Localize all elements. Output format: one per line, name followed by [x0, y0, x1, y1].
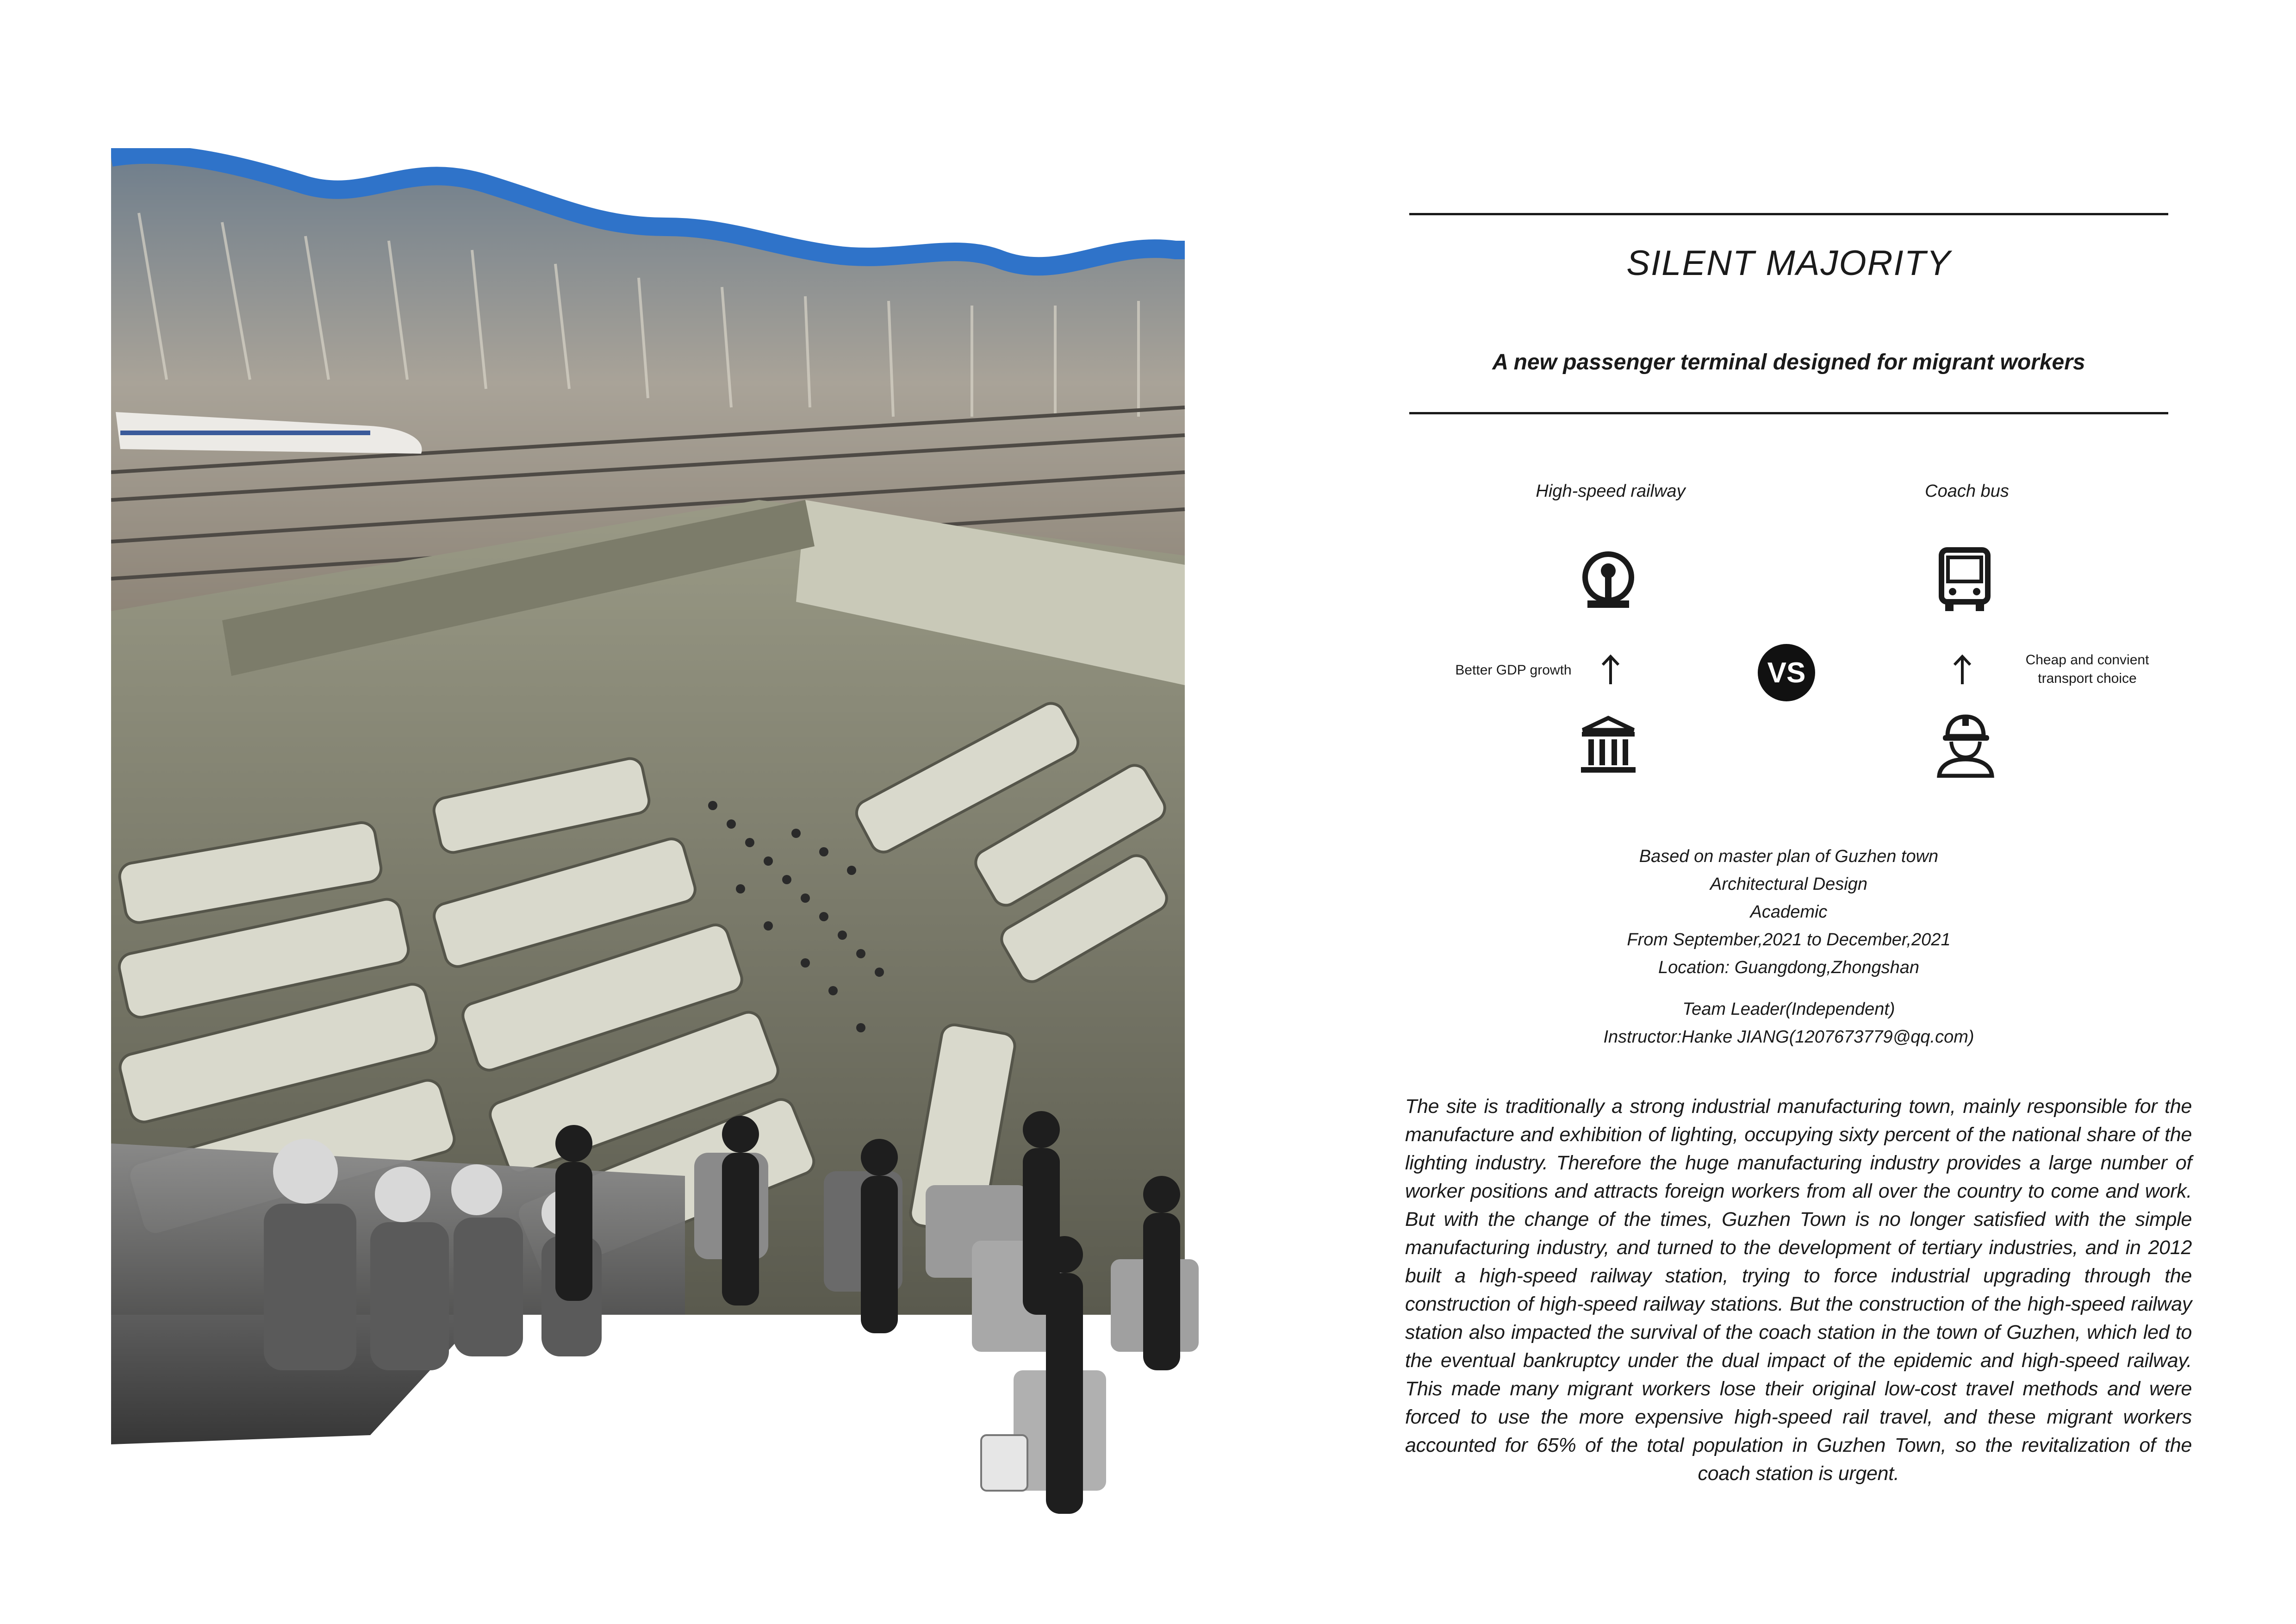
meta-discipline: Architectural Design	[1710, 874, 1868, 894]
vs-label: VS	[1767, 657, 1806, 689]
meta-team-leader: Team Leader(Independent)	[1682, 999, 1895, 1019]
right-note-transport	[2004, 651, 2171, 688]
top-rule	[1409, 213, 2168, 215]
meta-dates: From September,2021 to December,2021	[1627, 930, 1951, 949]
government-building-icon	[1578, 715, 1638, 775]
right-note-line-1: Cheap and convient	[2025, 652, 2149, 668]
meta-location: Location: Guangdong,Zhongshan	[1658, 958, 1920, 977]
page-title: SILENT MAJORITY	[1626, 244, 1951, 283]
station-collage-image	[111, 148, 1250, 1555]
arrow-up-icon	[1951, 654, 1974, 686]
left-note-gdp: Better GDP growth	[1455, 662, 1572, 678]
railway-logo-icon	[1578, 549, 1638, 611]
meta-instructor: Instructor:Hanke JIANG(1207673779@qq.com)	[1603, 1027, 1974, 1047]
worker-helmet-icon	[1935, 713, 1997, 778]
vs-badge	[1756, 643, 1817, 703]
project-description: The site is traditionally a strong industrial manufacturing town, mainly responsible for the manufacture and exhibition of lighting, occupying sixty percent of the national share of the lighting industry. Therefore the huge manufacturing industry provides a large number of worker positions and attracts foreign workers from all over the country to come and work. But with the change of the times, Guzhen Town is no longer satisfied with the simple manufacturing industry, and turned to the development of tertiary industries, and in 2012 built a high-speed railway station, trying to force industrial upgrading through the construction of high-speed railway stations. But the construction of the high-speed railway station also impacted the survival of the coach station in the town of Guzhen, which led to the eventual bankruptcy under the dual impact of the epidemic and high-speed railway. This made many migrant workers lose their original low-cost travel methods and were forced to use the more expensive high-speed rail travel, and these migrant workers accounted for 65% of the total population in Guzhen Town, so the revitalization of the coach station is urgent.	[1405, 1095, 2192, 1485]
high-speed-railway-label: High-speed railway	[1536, 481, 1686, 501]
project-meta	[1409, 843, 2168, 1051]
page-subtitle: A new passenger terminal designed for migrant workers	[1492, 350, 2085, 375]
meta-master-plan: Based on master plan of Guzhen town	[1639, 847, 1939, 866]
bottom-rule	[1409, 412, 2168, 414]
arrow-up-icon	[1599, 654, 1622, 686]
bus-icon	[1937, 546, 1992, 613]
meta-type: Academic	[1750, 902, 1828, 922]
coach-bus-label: Coach bus	[1925, 481, 2009, 501]
right-note-line-2: transport choice	[2038, 671, 2137, 686]
